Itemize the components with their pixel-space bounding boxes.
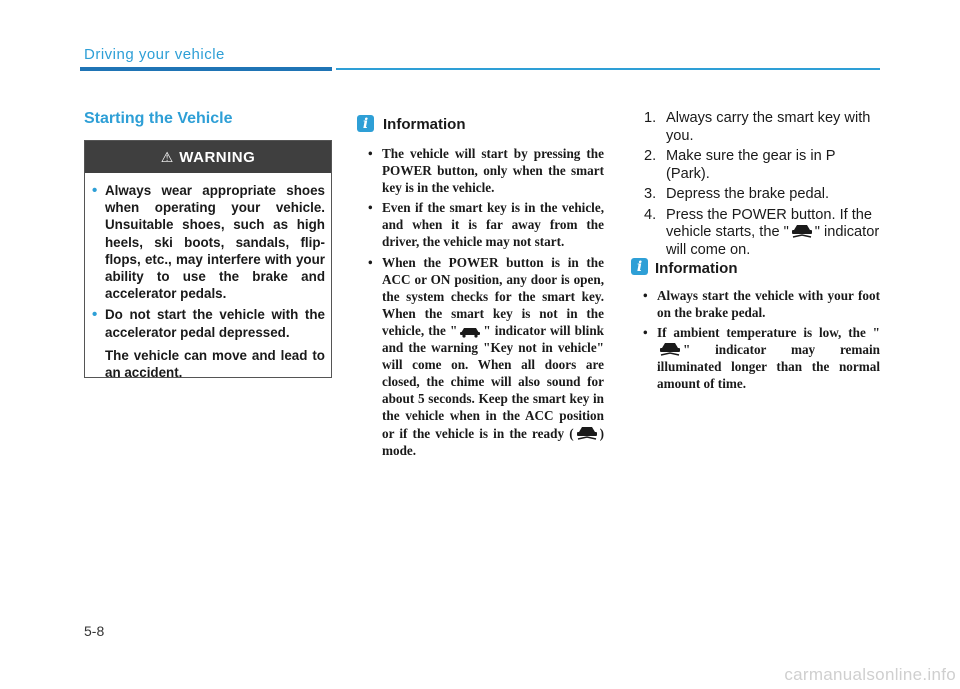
start-steps-list bbox=[644, 110, 880, 262]
car-ready-indicator-icon bbox=[791, 224, 813, 239]
header-rule-light bbox=[336, 68, 880, 70]
warning-note: The vehicle can move and lead to an accident. bbox=[105, 347, 325, 381]
info-bullet: • The vehicle will start by pressing the POWER button, only when the smart key is in the vehicle. bbox=[368, 146, 604, 196]
info-heading: Information bbox=[383, 116, 466, 133]
info-bullet: • Even if the smart key is in the vehicle, and when it is far away from the driver, the vehicle may not start. bbox=[368, 200, 604, 250]
car-key-indicator-icon bbox=[459, 324, 481, 338]
starting-vehicle-heading: Starting the Vehicle bbox=[84, 110, 233, 127]
section-title: Driving your vehicle bbox=[84, 46, 225, 63]
warning-item: • Always wear appropriate shoes when operating your vehicle. Unsuitable shoes, such as high heels, ski boots, sandals, flip-flops, etc., may interfere with your ability to use the brake and accelerator pedals. bbox=[92, 182, 325, 302]
warning-item: • Do not start the vehicle with the accelerator pedal depressed. The vehicle can move and lead to an accident. bbox=[92, 306, 325, 381]
car-ready-indicator-icon bbox=[576, 426, 598, 441]
page-number: 5-8 bbox=[84, 623, 105, 639]
info-bullet: • Always start the vehicle with your foot on the brake pedal. bbox=[643, 288, 880, 321]
info-bullet: • When the POWER button is in the ACC or ON position, any door is open, the system checks for the smart key. When the smart key is not in the vehicle, the " " indicator will blink and the warning "Key not in vehicle" will come on. When all doors are closed, the chime will also sound for about 5 seconds. Keep the smart key in the vehicle when in the ACC position or if the vehicle is in the ready ( ) mode. bbox=[368, 254, 604, 458]
info-bullet: • If ambient temperature is low, the "" indicator may remain illuminated longer than the normal amount of time. bbox=[643, 325, 880, 392]
car-ready-indicator-icon bbox=[659, 342, 681, 357]
info-bullet-list bbox=[366, 145, 604, 462]
info-heading: Information bbox=[655, 260, 738, 277]
info-icon: i bbox=[631, 258, 648, 275]
step-item: 2. Make sure the gear is in P (Park). bbox=[644, 148, 836, 182]
bullet-dot: • bbox=[92, 182, 98, 199]
warning-title: WARNING bbox=[179, 148, 256, 166]
info-bullet-list bbox=[641, 287, 880, 396]
header-rule-dark bbox=[80, 67, 332, 71]
step-item: 3. Depress the brake pedal. bbox=[644, 186, 830, 202]
info-icon: i bbox=[357, 115, 374, 132]
step-item: 4. Press the POWER button. If the vehicle starts, the " " indicator will come on. bbox=[644, 206, 880, 258]
warning-header bbox=[85, 141, 331, 173]
warning-triangle-icon: ⚠ bbox=[160, 148, 174, 165]
watermark: carmanualsonline.info bbox=[784, 665, 956, 684]
step-item: 1. Always carry the smart key with you. bbox=[644, 110, 871, 144]
bullet-dot: • bbox=[92, 306, 98, 324]
warning-box bbox=[84, 140, 332, 381]
warning-list bbox=[92, 182, 325, 385]
